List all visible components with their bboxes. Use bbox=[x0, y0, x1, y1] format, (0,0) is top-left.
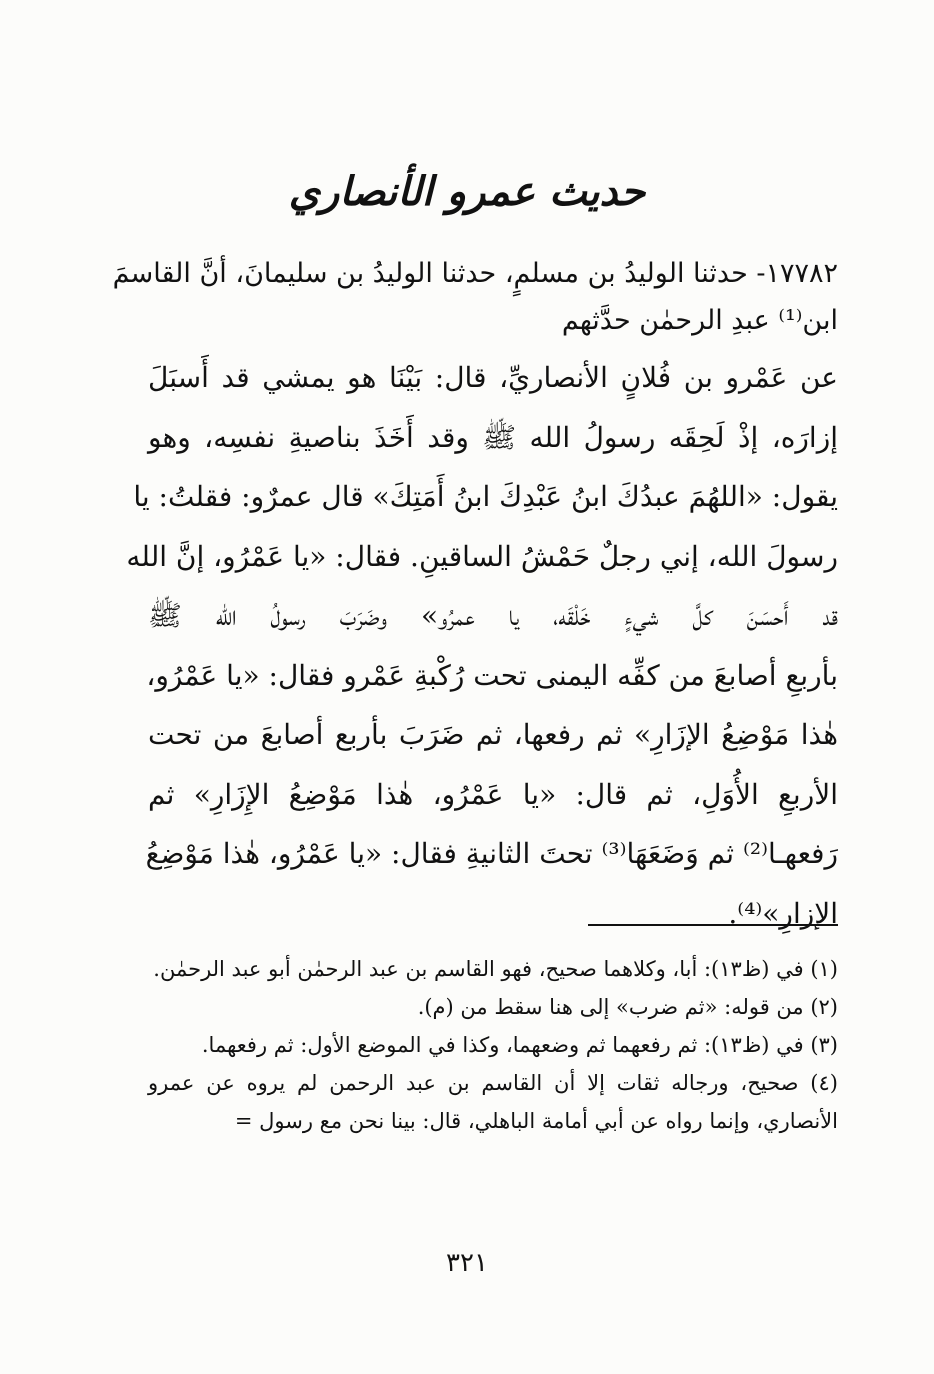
text-line: قد أَحسَنَ كلَّ شيءٍ خَلْقَه، يا عمرُو» وضَرَبَ رسولُ الله ﷺ bbox=[148, 599, 838, 632]
text-line: الأربعِ الأُوَلِ، ثم قال: «يا عَمْرُو، هٰذا مَوْضِعُ الإِزَارِ» ثم bbox=[148, 777, 838, 811]
footnote-divider bbox=[588, 924, 838, 926]
text-line: يقول: «اللهُمَ عبدُكَ ابنُ عَبْدِكَ ابنُ أَمَتِكَ» قال عمرٌو: فقلتُ: يا bbox=[133, 480, 838, 513]
section-title: حديث عمرو الأنصاري bbox=[288, 168, 646, 215]
text-line: إزارَه، إذْ لَحِقَه رسولُ الله ﷺ وقد أَخَذَ بناصيةِ نفسِه، وهو bbox=[148, 420, 838, 454]
text-line: بأربعِ أصابعَ من كفِّه اليمنى تحت رُكْبةِ عَمْرو فقال: «يا عَمْرُو، bbox=[146, 658, 838, 692]
footnote-2: (٢) من قوله: «ثم ضرب» إلى هنا سقط من (م). bbox=[417, 995, 838, 1019]
footnote-4: (٤) صحيح، ورجاله ثقات إلا أن القاسم بن عبد الرحمن لم يروه عن عمرو الأنصاري، وإنما رواه عن أبي أمامة الباهلي، قال: بينا نحن مع رسول = bbox=[148, 1071, 838, 1133]
text-line: هٰذا مَوْضِعُ الإزَارِ» ثم رفعها، ثم ضَرَبَ بأربع أصابعَ من تحت bbox=[148, 718, 838, 751]
isnad-line: ابن⁽¹⁾ عبدِ الرحمٰن حدَّثهم bbox=[561, 305, 838, 336]
hadith-text bbox=[126, 348, 838, 943]
hadith-isnad bbox=[112, 250, 838, 344]
text-line: رسولَ الله، إني رجلٌ حَمْشُ الساقينِ. فقال: «يا عَمْرُو، إنَّ الله bbox=[126, 539, 838, 573]
footnotes bbox=[148, 950, 838, 1140]
text-line: عن عَمْرو بن فُلانٍ الأنصاريِّ، قال: بَيْنَا هو يمشي قد أَسبَلَ bbox=[148, 361, 838, 394]
page-number: ٣٢١ bbox=[446, 1248, 488, 1278]
isnad-line: ١٧٧٨٢- حدثنا الوليدُ بن مسلمٍ، حدثنا الوليدُ بن سليمانَ، أنَّ القاسمَ bbox=[112, 258, 838, 289]
text-line: الإزارِ»⁽⁴⁾. bbox=[728, 896, 838, 930]
text-line: رَفعهـا⁽²⁾ ثم وَضَعَهَا⁽³⁾ تحتَ الثانيةِ فقال: «يا عَمْرُو، هٰذا مَوْضِعُ bbox=[145, 837, 838, 870]
footnote-1: (١) في (ظ١٣): أبا، وكلاهما صحيح، فهو القاسم بن عبد الرحمٰن أبو عبد الرحمٰن. bbox=[153, 957, 838, 981]
footnote-3: (٣) في (ظ١٣): ثم رفعهما ثم وضعهما، وكذا في الموضع الأول: ثم رفعهما. bbox=[201, 1033, 838, 1057]
